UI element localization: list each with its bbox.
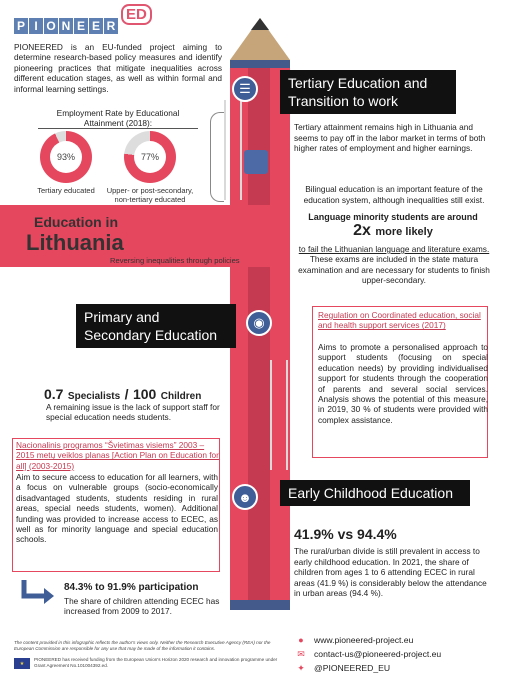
pencil-lead <box>251 18 269 30</box>
email-link[interactable]: contact-us@pioneered-project.eu <box>314 649 442 659</box>
language-text <box>296 244 492 286</box>
logo-suffix: ED <box>121 4 152 25</box>
website-row[interactable] <box>296 633 441 647</box>
funding-text: PIONEERED has received funding from the European Union's Horizon 2020 research and innovation programme under Grant Agreement No.101004392.ed. <box>34 657 278 668</box>
participation-text: The share of children attending ECEC has increased from 2009 to 2017. <box>64 596 220 617</box>
language-text-underlined: to fail the Lithuanian language and literature exams. <box>298 244 490 254</box>
language-heading: Language minority students are around <box>308 212 478 222</box>
early-text: The rural/urban divide is still prevalent in access to early childhood education. In 2021, the share of children from ages 1 to 6 attending ECEC in rural areas (41.9 %) is considerably below the attendance in urban areas (94.4 %). <box>294 546 487 599</box>
pencil-band <box>230 60 290 68</box>
pencil-end <box>230 600 290 610</box>
spec-number2: 100 <box>132 386 157 402</box>
tertiary-section-title: Tertiary Education and Transition to work <box>280 70 456 114</box>
arrow-icon <box>20 578 56 604</box>
early-stat: 41.9% vs 94.4% <box>294 526 397 542</box>
logo-letter: R <box>104 18 118 34</box>
logo-letter: P <box>14 18 28 34</box>
logo-letter: N <box>59 18 73 34</box>
language-stat-number: 2x <box>353 222 371 239</box>
donut-value: 77% <box>140 152 159 162</box>
eu-flag-icon: ★ <box>14 658 30 669</box>
tertiary-text: Tertiary attainment remains high in Lithuania and seems to pay off in the labor market in terms of both higher rates of employment and higher earnings. <box>294 122 486 154</box>
banner-subtitle: Reversing inequalities through policies <box>110 256 240 265</box>
specialists-text: A remaining issue is the lack of support staff for special education needs students. <box>46 402 220 423</box>
regulation-title[interactable]: Regulation on Coordinated education, social and health support services (2017) <box>318 310 481 331</box>
books-icon: ☰ <box>232 76 258 102</box>
employment-title: Employment Rate by Educational Attainment (2018): <box>38 108 198 129</box>
donut-label: Tertiary educated <box>37 186 95 195</box>
donut-label: Upper- or post-secondary, non-tertiary educated <box>106 186 194 204</box>
puzzle-icon <box>244 150 268 174</box>
language-stat <box>298 222 488 240</box>
twitter-icon: ✦ <box>297 663 305 673</box>
participation-heading: 84.3% to 91.9% participation <box>64 582 199 593</box>
ladder-illustration <box>224 100 242 200</box>
intro-text: PIONEERED is an EU-funded project aiming to determine research-based policy measures and identify pioneering practices that mitigate inequalities across different education stages, as well as within formal and informal learning settings. <box>14 42 222 94</box>
website-link[interactable]: www.pioneered-project.eu <box>314 635 414 645</box>
pioneered-logo <box>14 8 152 34</box>
logo-letter: I <box>29 18 43 34</box>
banner-title-line1: Education in <box>34 214 118 230</box>
language-stat-text: more likely <box>375 226 433 238</box>
logo-letter: O <box>44 18 58 34</box>
employment-donut-tertiary <box>40 131 92 183</box>
bilingual-text: Bilingual education is an important feature of the education system, although inequalities still exist. <box>303 184 485 205</box>
regulation-text: Aims to promote a personalised approach to support students (focusing on special education needs) by providing individualised support for students through the cooperation of parents and several social services. Analysis shows the potential of this measure, in 2019, 30 % of students were provided with complex assistance. <box>318 342 488 425</box>
planet-icon: ◉ <box>246 310 272 336</box>
primary-section-title: Primary and Secondary Education <box>76 304 236 348</box>
child-icon: ☻ <box>232 484 258 510</box>
nacionalinis-title[interactable]: Nacionalinis programos “Švietimas visiems” 2003 – 2015 metų veiklos planas [Action Plan on Education for all] (2003-2015) <box>16 440 219 471</box>
ladder-illustration <box>270 360 288 470</box>
employment-donut-secondary <box>124 131 176 183</box>
bracket-decoration <box>210 112 224 202</box>
spec-word: Specialists <box>67 391 121 402</box>
language-text-rest: These exams are included in the state matura examination and are necessary for students to finish upper-secondary. <box>298 254 490 286</box>
banner-title-line2: Lithuania <box>26 230 124 255</box>
disclaimer-text: The content provided in this infographic reflects the author's views only. Neither the Research Executive Agency (REA) nor the European Commission are responsible for any use that may be made of the information it contains. <box>14 640 271 651</box>
spec-number: 0.7 <box>44 386 64 402</box>
contact-block <box>296 633 441 675</box>
nacionalinis-text: Aim to secure access to education for all learners, with a focus on vulnerable groups (socio-economically disadvantaged students, students residing in rural areas, special needs students, women). Additional funding was provided to increase access to ECEC, as well as for minority language and special education schools. <box>16 472 218 545</box>
twitter-row[interactable] <box>296 661 441 675</box>
spec-word2: Children <box>160 391 202 402</box>
twitter-link[interactable]: @PIONEERED_EU <box>314 663 391 673</box>
donut-value: 93% <box>56 152 75 162</box>
globe-icon: ● <box>298 635 304 645</box>
mail-icon: ✉ <box>297 649 305 659</box>
email-row[interactable] <box>296 647 441 661</box>
spec-slash: / <box>124 386 129 402</box>
logo-letter: E <box>89 18 103 34</box>
logo-letter: E <box>74 18 88 34</box>
early-section-title: Early Childhood Education <box>280 480 470 506</box>
